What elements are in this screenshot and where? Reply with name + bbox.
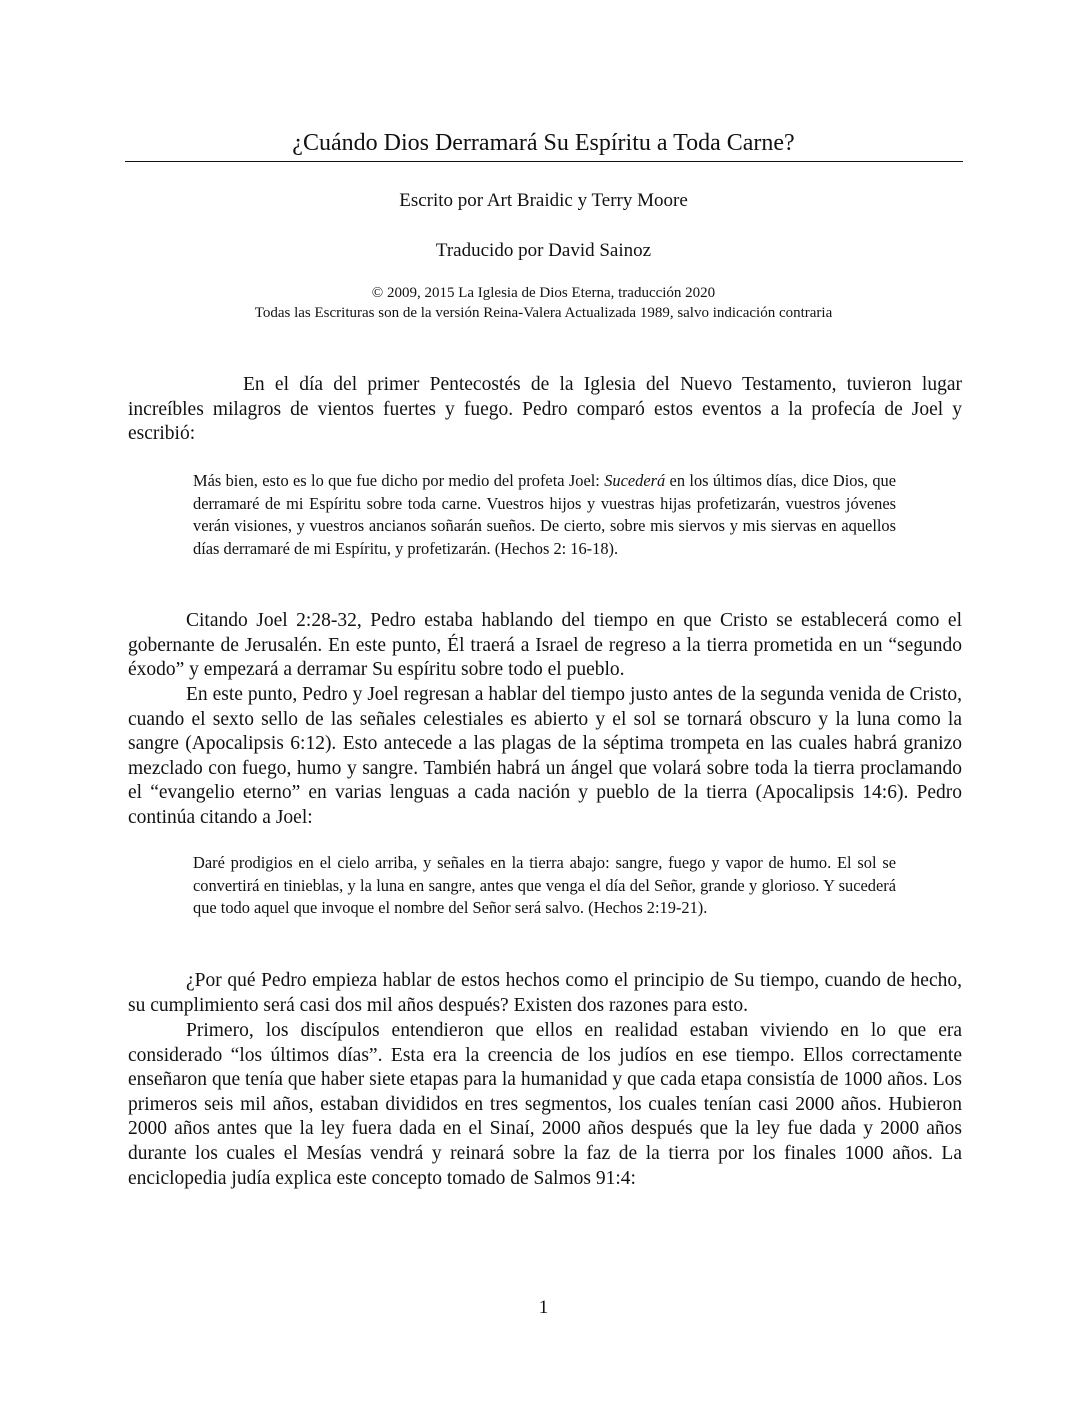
block-quote-1 bbox=[193, 470, 896, 560]
quote-1-text-start: Más bien, esto es lo que fue dicho por medio del profeta Joel: bbox=[193, 471, 605, 490]
body-paragraph-5: Primero, los discípulos entendieron que ellos en realidad estaban viviendo en lo que era considerado “los últimos días”. Esta era la creencia de los judíos en ese tiempo. Ellos correctamente enseñaron que tenía que haber siete etapas para la humanidad y que cada etapa consistía de 1000 años. Los primeros seis mil años, estaban divididos en tres segmentos, los cuales tenían casi 2000 años. Hubieron 2000 años antes que la ley fuera dada en el Sinaí, 2000 años después que la ley fue dada y 2000 años durante los cuales el Mesías vendrá y reinará sobre la faz de la tierra por los finales 1000 años. La enciclopedia judía explica este concepto tomado de Salmos 91:4: bbox=[128, 1020, 962, 1189]
body-paragraph-2: Citando Joel 2:28-32, Pedro estaba hablando del tiempo en que Cristo se establecerá como el gobernante de Jerusalén. En este punto, Él traerá a Israel de regreso a la tierra prometida en un “segundo éxodo” y empezará a derramar Su espíritu sobre todo el pueblo. bbox=[128, 610, 962, 681]
body-paragraph-3: En este punto, Pedro y Joel regresan a hablar del tiempo justo antes de la segunda venida de Cristo, cuando el sexto sello de las señales celestiales es abierto y el sol se tornará obscuro y la luna como la sangre (Apocalipsis 6:12). Esto antecede a las plagas de la séptima trompeta en las cuales habrá granizo mezclado con fuego, humo y sangre. También habrá un ángel que volará sobre toda la tierra proclamando el “evangelio eterno” en varias lenguas a cada nación y pueblo de la tierra (Apocalipsis 14:6). Pedro continúa citando a Joel: bbox=[128, 684, 962, 828]
block-quote-2: Daré prodigios en el cielo arriba, y señales en la tierra abajo: sangre, fuego y vapor de humo. El sol se convertirá en tinieblas, y la luna en sangre, antes que venga el día del Señor, grande y glorioso. Y sucederá que todo aquel que invoque el nombre del Señor será salvo. (Hechos 2:19-21). bbox=[193, 853, 896, 918]
scripture-version-note: Todas las Escrituras son de la versión Reina-Valera Actualizada 1989, salvo indicación contraria bbox=[254, 305, 833, 321]
quote-1-text-end: en los últimos días, dice Dios, que derramaré de mi Espíritu sobre toda carne. Vuestros hijos y vuestras hijas profetizarán, vuestros jóvenes verán visiones, y vuestros ancianos soñarán sueños. De cierto, sobre mis siervos y mis siervas en aquellos días derramaré de mi Espíritu, y profetizarán. (Hechos 2: 16-18). bbox=[193, 471, 896, 558]
body-paragraph-4: ¿Por qué Pedro empieza hablar de estos hechos como el principio de Su tiempo, cuando de hecho, su cumplimiento será casi dos mil años después? Existen dos razones para esto. bbox=[128, 970, 962, 1016]
document-title: ¿Cuándo Dios Derramará Su Espíritu a Toda Carne? bbox=[292, 130, 795, 156]
body-paragraph-1: En el día del primer Pentecostés de la Iglesia del Nuevo Testamento, tuvieron lugar increíbles milagros de vientos fuertes y fuego. Pedro comparó estos eventos a la profecía de Joel y escribió: bbox=[128, 374, 962, 445]
page-number: 1 bbox=[538, 1297, 549, 1318]
author-byline: Escrito por Art Braidic y Terry Moore bbox=[399, 190, 688, 211]
copyright-notice: © 2009, 2015 La Iglesia de Dios Eterna, traducción 2020 bbox=[371, 285, 716, 301]
quote-1-italic-word: Sucederá bbox=[604, 471, 666, 490]
translator-byline: Traducido por David Sainoz bbox=[435, 240, 652, 261]
title-underline bbox=[125, 161, 963, 162]
